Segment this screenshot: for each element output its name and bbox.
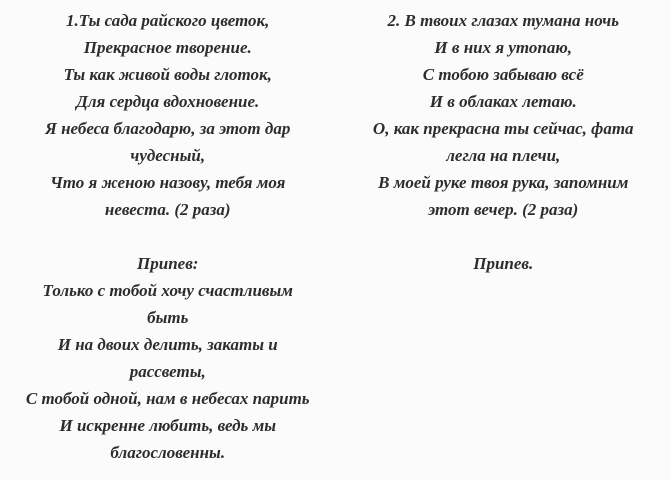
lyric-line: Припев.: [473, 254, 534, 273]
lyric-line: И в них я утопаю,: [434, 38, 573, 57]
blank-line: [6, 223, 330, 250]
lyric-line: И искренне любить, ведь мы: [59, 416, 277, 435]
lyric-line: Только с тобой хочу счастливым: [42, 281, 293, 300]
lyric-line: 2. В твоих глазах тумана ночь: [387, 11, 619, 30]
lyric-line: С тобой одной, нам в небесах парить: [25, 389, 310, 408]
lyric-line: Прекрасное творение.: [83, 38, 252, 57]
lyric-line: Ты как живой воды глоток,: [63, 65, 272, 84]
lyric-line: благословенны.: [110, 443, 226, 462]
blank-line: [342, 223, 666, 250]
lyrics-column-verse-1: [0, 7, 336, 466]
lyric-line: О, как прекрасна ты сейчас, фата: [372, 119, 634, 138]
lyric-line: Для сердца вдохновение.: [76, 92, 260, 111]
lyric-line: быть: [147, 308, 189, 327]
lyric-line: рассветы,: [129, 362, 206, 381]
lyric-line: 1.Ты сада райского цветок,: [66, 11, 270, 30]
lyric-line: Я небеса благодарю, за этот дар: [45, 119, 291, 138]
lyric-line: С тобою забываю всё: [422, 65, 584, 84]
lyrics-column-verse-2: [336, 7, 671, 466]
lyric-line: легла на плечи,: [446, 146, 561, 165]
lyric-line: И на двоих делить, закаты и: [57, 335, 278, 354]
lyric-line: этот вечер. (2 раза): [428, 200, 579, 219]
lyric-line: Что я женою назову, тебя моя: [50, 173, 286, 192]
lyric-line: чудесный,: [130, 146, 206, 165]
lyric-line: невеста. (2 раза): [104, 200, 231, 219]
lyric-line: И в облаках летаю.: [429, 92, 577, 111]
lyric-line: В моей руке твоя рука, запомним: [378, 173, 629, 192]
lyric-line: Припев:: [137, 254, 199, 273]
